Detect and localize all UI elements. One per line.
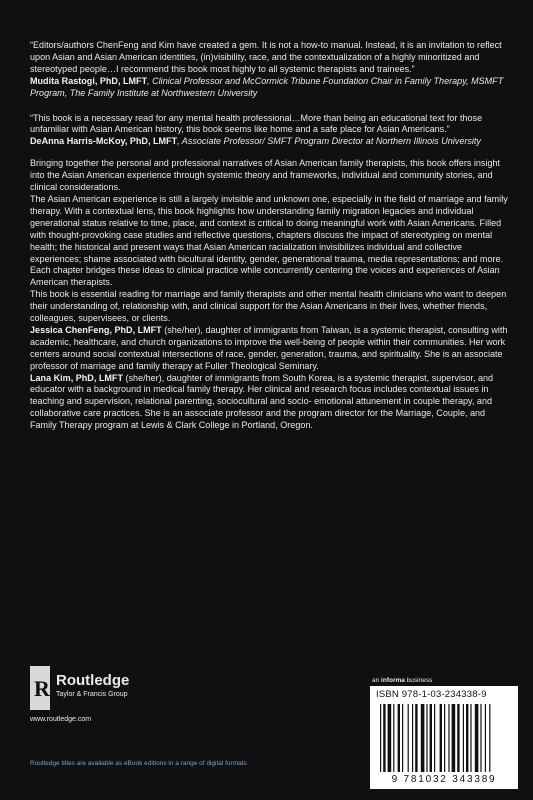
- barcode-bar: [463, 704, 464, 772]
- quote-affiliation: , Clinical Professor and McCormick Tribune Foundation Chair in Family Therapy, MSMFT Program, The Family Institute at Northwestern University: [30, 75, 504, 98]
- quote-attribution: [30, 76, 510, 100]
- barcode-bar: [388, 704, 392, 772]
- quote-text: “This book is a necessary read for any mental health professional…More than being an educational text for those unfamiliar with Asian American history, this book seems like home and a safe place for Asian Americans.”: [30, 112, 483, 135]
- quote-author: DeAnna Harris-McKoy, PhD, LMFT: [30, 136, 178, 147]
- ebook-note: Routledge titles are available as eBook editions in a range of digital formats: [30, 760, 247, 767]
- barcode-bar: [380, 704, 381, 772]
- bio-kim: [30, 373, 510, 433]
- barcode-bar: [421, 704, 425, 772]
- barcode-bar: [426, 704, 427, 772]
- quote-author: Mudita Rastogi, PhD, LMFT: [30, 75, 148, 86]
- barcode-bar: [402, 704, 403, 772]
- bio-text: (she/her), daughter of immigrants from South Korea, is a systemic therapist, supervisor, and educator with a background in medical family therapy. Her clinical and research focus includes contextual issues in teaching and supervision, relational parenting, sociocultural and socio- emotional attunement in couple therapy, and collaborative care practices. She is an associate professor and the program director for the Marriage, Couple, and Family Therapy program at Lewis & Clark College in Portland, Oregon.: [30, 372, 494, 431]
- barcode-bar: [475, 704, 479, 772]
- informa-brand: informa: [381, 677, 405, 684]
- barcode-bars-icon: [380, 704, 508, 774]
- quote-text: “Editors/authors ChenFeng and Kim have created a gem. It is not a how-to manual. Instead, it is an invitation to reflect upon Asian and Asian American identities, (in)visibility, race, and the contextualization of a highly minoritized and stereotyped people…I recommend this book most highly to all systemic therapists and trainees.”: [30, 40, 502, 74]
- barcode-bar: [466, 704, 468, 772]
- routledge-logo-icon: [30, 666, 50, 710]
- barcode-bar: [485, 704, 486, 772]
- barcode-bar: [408, 704, 409, 772]
- essential-paragraph: This book is essential reading for marriage and family therapists and other mental health clinicians who want to deepen their understanding of, relationship with, and clinical support for the Asian Americans in their lives, whether friends, colleagues, supervisees, or clients.: [30, 289, 507, 324]
- review-quote-1: [30, 40, 510, 100]
- barcode-bar: [457, 704, 459, 772]
- review-quote-2: [30, 113, 510, 149]
- barcode-bar: [470, 704, 471, 772]
- barcode-bar: [480, 704, 481, 772]
- informa-tagline: [372, 677, 432, 684]
- barcode-bar: [444, 704, 445, 772]
- intro-paragraph: Bringing together the personal and professional narratives of Asian American family therapists, this book offers insight into the Asian American experience through systemic theory and frameworks, individual and community stories, and clinical considerations.: [30, 158, 501, 193]
- barcode-bar: [434, 704, 435, 772]
- isbn-label: ISBN 978-1-03-234338-9: [376, 689, 487, 700]
- isbn-barcode: [370, 686, 518, 789]
- informa-prefix: an: [372, 677, 382, 684]
- bio-text: (she/her), daughter of immigrants from Taiwan, is a systemic therapist, consulting with academic, healthcare, and church organizations to improve the well-being of people within their communities. Her work centers around social contextual intersections of race, gender, generation, trauma, and spirituality. She is an associate professor of marriage and family therapy at Fuller Theological Seminary.: [30, 324, 508, 371]
- back-cover-text: [30, 40, 510, 432]
- barcode-bar: [448, 704, 449, 772]
- bio-name: Lana Kim, PhD, LMFT: [30, 372, 123, 383]
- logo-letter: R: [34, 676, 50, 701]
- publisher-name: Routledge: [56, 672, 130, 689]
- publisher-url: www.routledge.com: [30, 716, 92, 723]
- barcode-bar: [430, 704, 432, 772]
- barcode-bar: [393, 704, 394, 772]
- barcode-bar: [383, 704, 385, 772]
- barcode-bar: [398, 704, 400, 772]
- barcode-bar: [452, 704, 456, 772]
- cover-footer: [0, 660, 533, 800]
- barcode-digits: 9 781032 343389: [391, 774, 497, 785]
- quote-attribution: [30, 136, 510, 148]
- barcode-bar: [489, 704, 490, 772]
- experience-paragraph: The Asian American experience is still a largely invisible and unknown one, especially in the field of marriage and family therapy. With a contextual lens, this book highlights how understanding family migration legacies and individual generational status relative to time, place, and context is critical to doing meaningful work with Asian Americans. Filled with thought-provoking case studies and reflective questions, chapters discuss the impact of stereotyping on mental health; the historical and present ways that Asian American racialization invisibilizes individual and collective experiences; shame associated with bicultural identity, gender, generational trauma, media representations; and more. Each chapter bridges these ideas to clinical practice while concurrently centering the voices and experiences of Asian American therapists.: [30, 193, 508, 288]
- informa-suffix: business: [404, 677, 433, 684]
- barcode-bar: [415, 704, 417, 772]
- quote-affiliation: , Associate Professor/ SMFT Program Director at Northern Illinois University: [177, 136, 481, 147]
- bio-chenfeng: [30, 325, 510, 373]
- bio-name: Jessica ChenFeng, PhD, LMFT: [30, 324, 162, 335]
- publisher-group: Taylor & Francis Group: [56, 691, 128, 698]
- barcode-bar: [440, 704, 442, 772]
- barcode-bar: [412, 704, 413, 772]
